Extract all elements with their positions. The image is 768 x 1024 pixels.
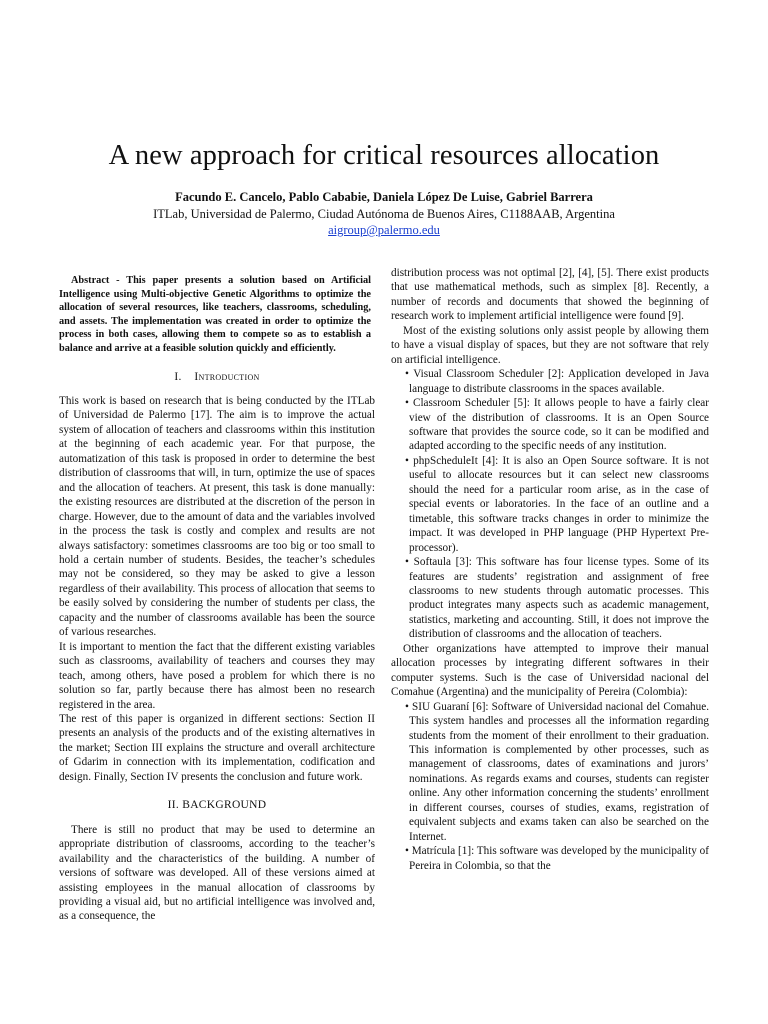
list-item: • Classroom Scheduler [5]: It allows people to have a fairly clear view of the distribution of classrooms. It is an Open Source software that provides the source code, so it can be modified and adapted according to the specific needs of any institution. xyxy=(405,397,709,453)
section-number: I. xyxy=(174,370,182,383)
list-item: • Softaula [3]: This software has four license types. Some of its features are students’ registration and assignment of free classrooms to new students through automatic processes. This product integrates many aspects such as academic management, statistics, marketing and accounting. Still, it does not improve the distribution of classrooms and the allocation of teachers. xyxy=(405,556,709,641)
contact-email xyxy=(0,223,768,238)
left-column xyxy=(59,264,375,924)
list-item: • Matrícula [1]: This software was developed by the municipality of Pereira in Colombia, so that the xyxy=(405,845,709,872)
affiliation: ITLab, Universidad de Palermo, Ciudad Autónoma de Buenos Aires, C1188AAB, Argentina xyxy=(153,207,615,221)
email-link[interactable]: aigroup@palermo.edu xyxy=(328,223,440,237)
intro-paragraph: It is important to mention the fact that the different existing variables such as classrooms, availability of teachers and courses they may teach, among others, have posed a problem for which there is no solution so far, partly because there has almost been no research registered in the area. xyxy=(59,640,375,711)
background-paragraph: Most of the existing solutions only assist people by allowing them to have a visual display of spaces, but they are not software that rely on artificial intelligence. xyxy=(391,324,709,366)
background-paragraph: distribution process was not optimal [2], [4], [5]. There exist products that use mathematical methods, such as simplex [8]. Recently, a number of records and documents that showed the beginning of research work to implement artificial intelligence were found [9]. xyxy=(391,267,709,323)
author-list: Facundo E. Cancelo, Pablo Cababie, Daniela López De Luise, Gabriel Barrera xyxy=(175,190,593,204)
abstract: Abstract - This paper presents a solution based on Artificial Intelligence using Multi-objective Genetic Algorithms to optimize the allocation of several resources, like teachers, classrooms, scheduling, and assets. The implementation was created in order to optimize the process in both cases, allowing them to compete so as to establish a balance and arrive at a feasible solution quickly and efficiently. xyxy=(59,275,371,354)
background-paragraph: There is still no product that may be used to determine an appropriate distribution of classrooms, according to the teacher’s availability and the characteristics of the building. A number of versions of software was developed. All of these versions aimed at assisting employees in the manual allocation of classrooms by providing a visual aid, but no artificial intelligence was involved and, as a consequence, the xyxy=(59,823,375,923)
section-title: Introduction xyxy=(194,370,260,383)
list-item: • Visual Classroom Scheduler [2]: Application developed in Java language to distribute classrooms in the spaces available. xyxy=(405,368,709,395)
section-heading-introduction xyxy=(59,370,375,384)
list-item: • SIU Guaraní [6]: Software of Universidad nacional del Comahue. This system handles and processes all the information regarding students from the moment of their enrollment to their graduation. This information is complemented by other processes, such as management of classrooms, dates of examinations and jurors’ nominations. As regards exams and courses, students can register online. Any other information concerning the students’ enrollment in different courses, courses of studies, exams, registration of equivalent subjects and exams taken can also be searched on the Internet. xyxy=(405,700,709,843)
list-item: • phpScheduleIt [4]: It is also an Open Source software. It is not useful to allocate resources but it can select new classrooms should the need for a particular room arise, as in the case of special events or laboratories. In the face of an outline and a timetable, this software tracks changes in order to minimize the impact. It was developed in PHP language (PHP Hypertext Pre-processor). xyxy=(405,454,709,554)
paper-title: A new approach for critical resources allocation xyxy=(108,140,660,171)
intro-paragraph: The rest of this paper is organized in different sections: Section II presents an analysis of the products and of the existing alternatives in the market; Section III explains the structure and overall architecture of Gdarim in connection with its implementation, codification and design. Finally, Section IV presents the conclusion and future work. xyxy=(59,712,375,783)
section-heading-background: II. BACKGROUND xyxy=(167,799,267,812)
background-paragraph: Other organizations have attempted to improve their manual allocation processes by integrating different softwares in their computer systems. Such is the case of Universidad nacional del Comahue (Argentina) and the municipality of Pereira (Colombia): xyxy=(391,642,709,699)
right-column xyxy=(391,266,709,873)
intro-paragraph: This work is based on research that is being conducted by the ITLab of Universidad de Palermo [17]. The aim is to improve the actual system of allocation of teachers and classrooms within this institution at the beginning of each academic year. For that purpose, the automatization of this task is proposed in order to determine the best distribution of classrooms that will, in turn, optimize the use of spaces and the allocation of teachers. At present, this task is done manually: the existing resources are distributed at the discretion of the person in charge. However, due to the amount of data and the variables involved in the process the task is costly and complex and results are not always satisfactory: sometimes classrooms are too big or too small to hold a certain number of students. Besides, the teacher’s schedules may not be considered, so they may be asked to give a lesson regardless of their availability. This process of allocation that seems to be easily solved by considering the number of students per class, the capacity and the number of classrooms available has been the source of various researches. xyxy=(59,395,375,639)
